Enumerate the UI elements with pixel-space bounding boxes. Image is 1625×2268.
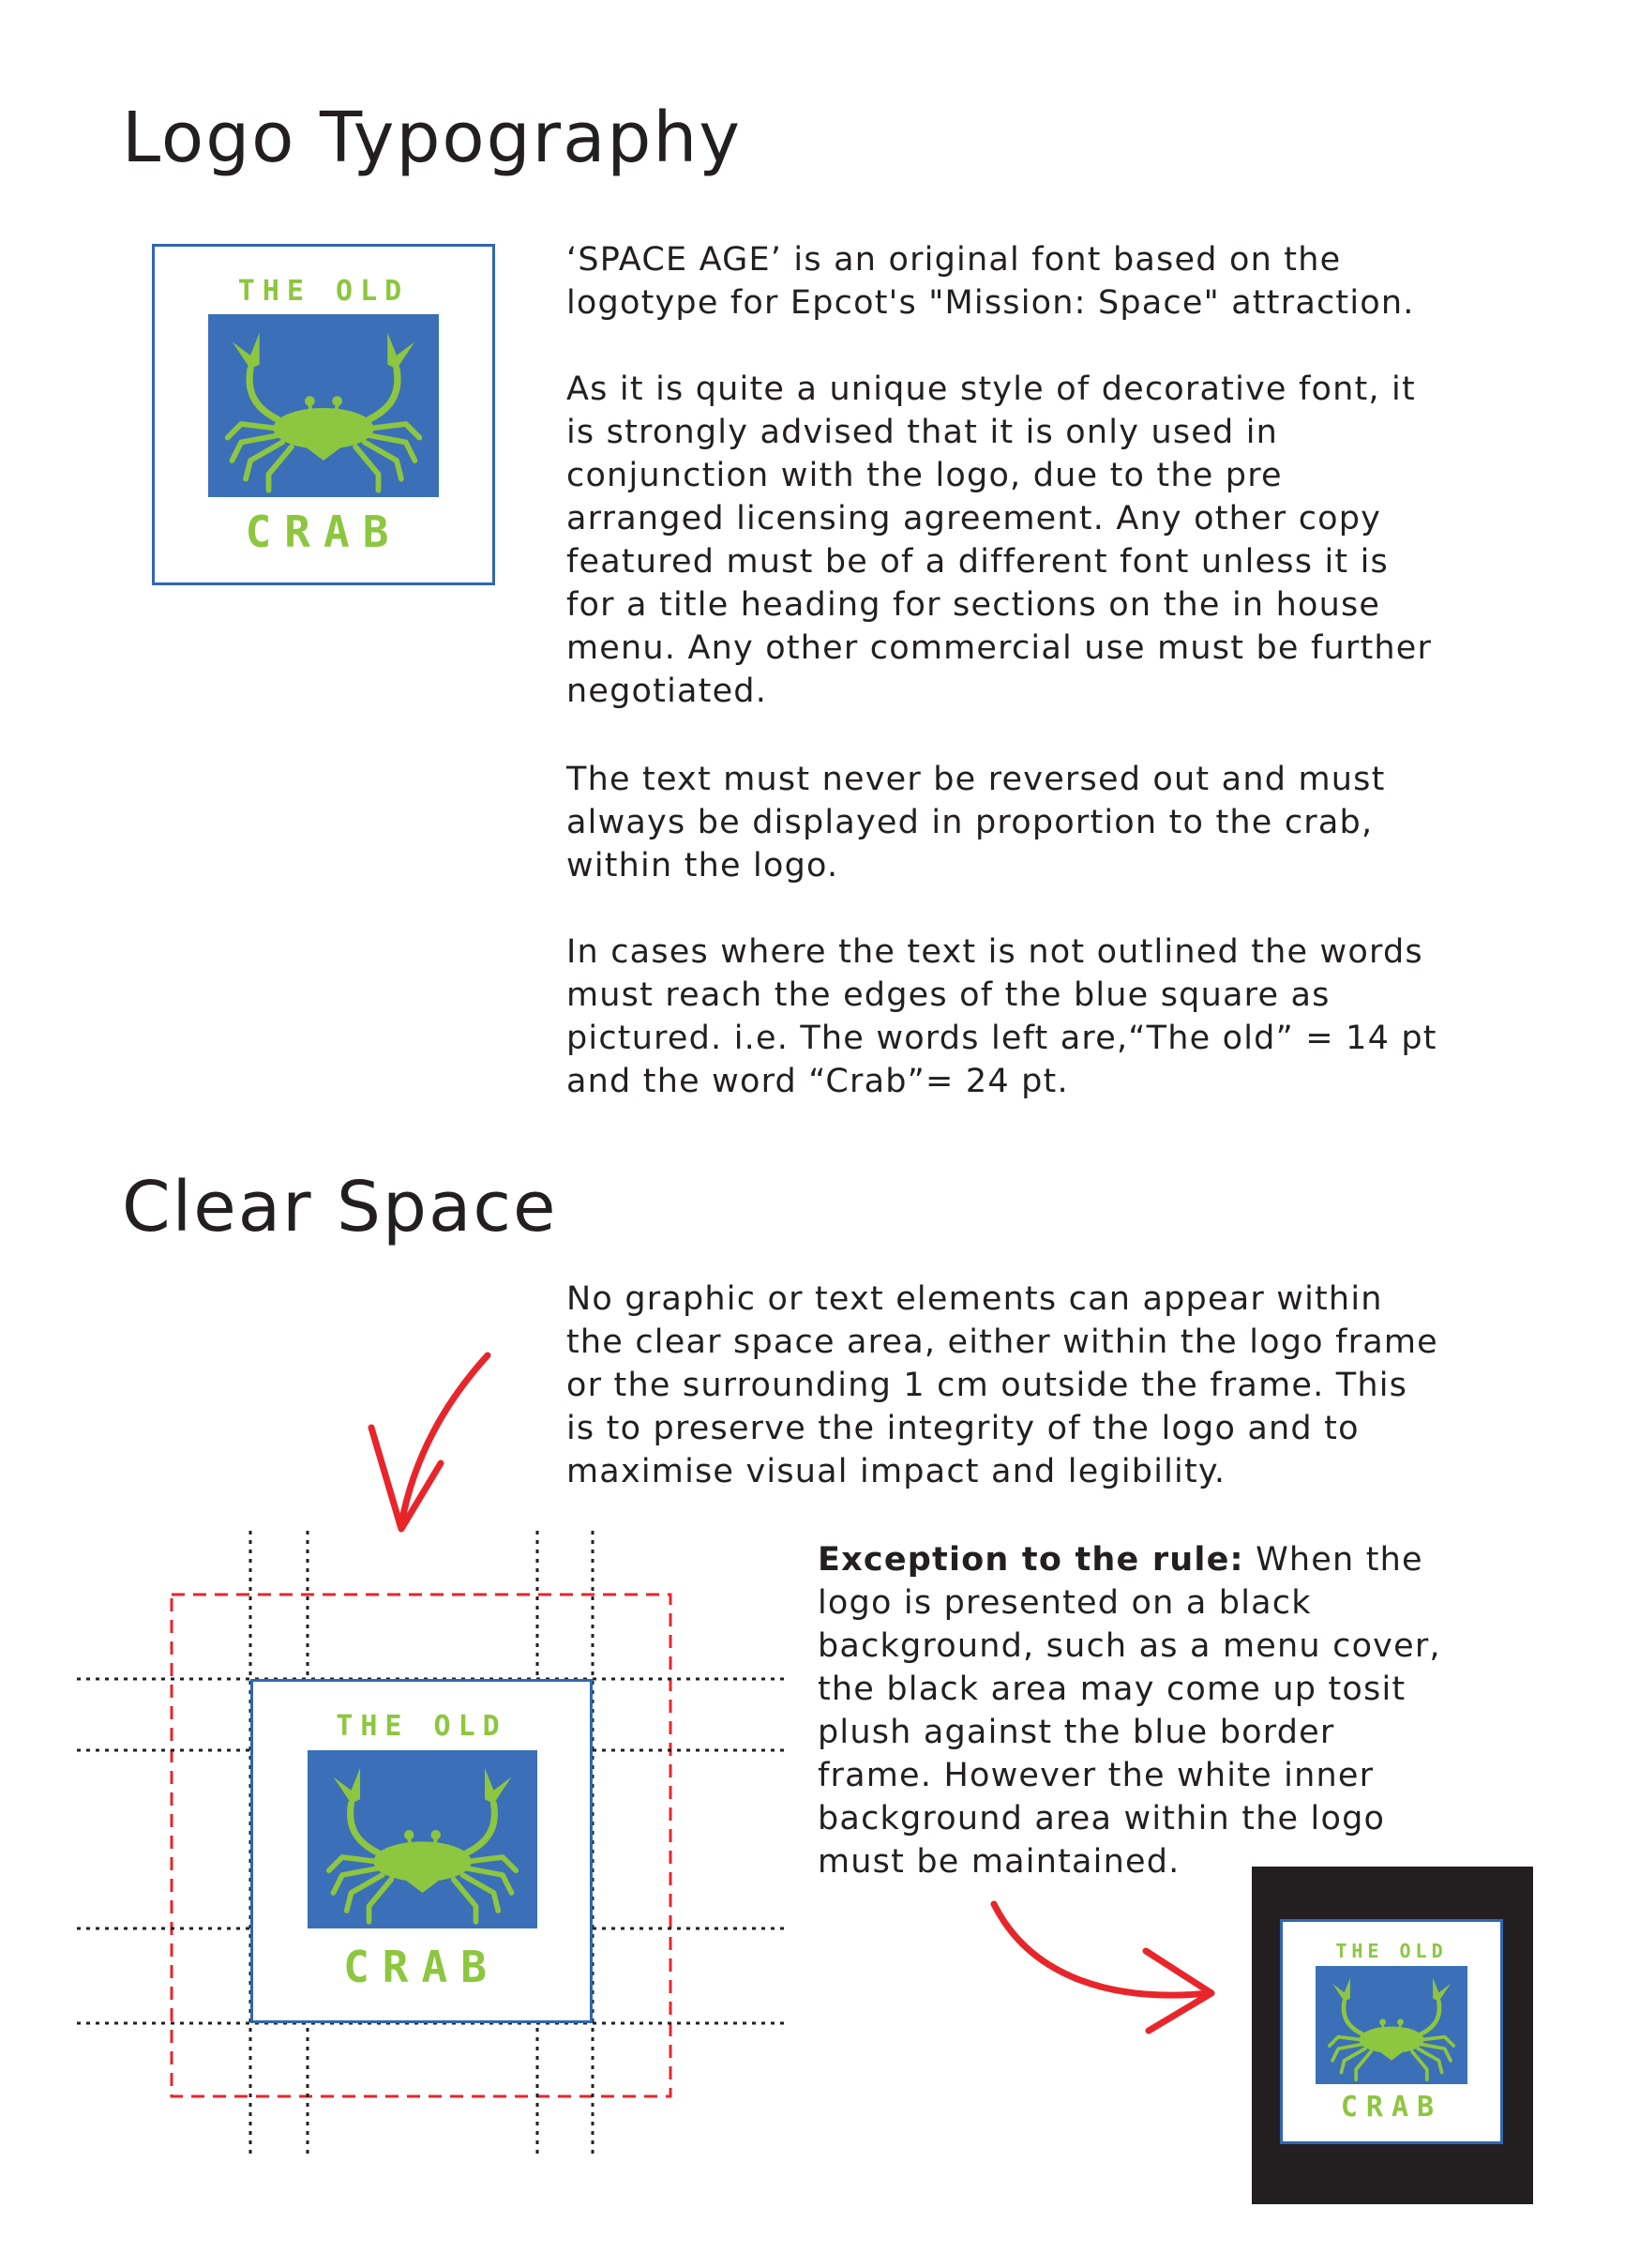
- typography-paragraph-3: The text must never be reversed out and must always be displayed in proportion to the crab, within the logo.: [566, 761, 1386, 885]
- arrow-down-icon: [371, 1355, 488, 1529]
- typography-paragraph-1: ‘SPACE AGE’ is an original font based on the logotype for Epcot's "Mission: Space" attraction.: [566, 241, 1415, 322]
- logo-wordmark-crab: CRAB: [1340, 2091, 1443, 2124]
- exception-text: When the logo is presented on a black background, such as a menu cover, the black area may come up tosit plush against the blue border frame. However the white inner background area within the logo must be maintained.: [818, 1541, 1441, 1881]
- clear-space-paragraph: No graphic or text elements can appear within the clear space area, either within the logo frame or the surrounding 1 cm outside the frame. This is to preserve the integrity of the logo and to maximise visual impact and legibility.: [566, 1280, 1438, 1490]
- exception-label: Exception to the rule:: [818, 1541, 1244, 1579]
- logo-on-black: [1280, 1919, 1503, 2144]
- logo-typography-heading: Logo Typography: [122, 98, 743, 178]
- arrow-right-icon: [994, 1904, 1211, 2031]
- clear-space-heading: Clear Space: [122, 1167, 558, 1247]
- logo-wordmark-the-old: THE OLD: [1335, 1940, 1448, 1962]
- logo-wordmark-crab: CRAB: [343, 1942, 500, 1992]
- crab-icon: [308, 1750, 537, 1928]
- logo-blue-square: [1316, 1966, 1467, 2084]
- logo-clear-space: [250, 1679, 593, 2023]
- black-background-panel: [1252, 1867, 1533, 2204]
- logo-wordmark-the-old: THE OLD: [336, 1710, 507, 1743]
- logo-blue-square: [308, 1750, 537, 1928]
- logo-wordmark-crab: CRAB: [245, 507, 402, 557]
- crab-icon: [1316, 1966, 1467, 2084]
- typography-paragraph-2: As it is quite a unique style of decorative font, it is strongly advised that it is only used in conjunction with the logo, due to the pre arranged licensing agreement. Any other copy featured must be of a different font unless it is for a title heading for sections on the in house menu. Any other commercial use must be further negotiated.: [566, 370, 1433, 710]
- logo-wordmark-the-old: THE OLD: [237, 275, 410, 308]
- typography-paragraph-4: In cases where the text is not outlined the words must reach the edges of the blue square as pictured. i.e. The words left are,“The old” = 14 pt and the word “Crab”= 24 pt.: [566, 933, 1437, 1100]
